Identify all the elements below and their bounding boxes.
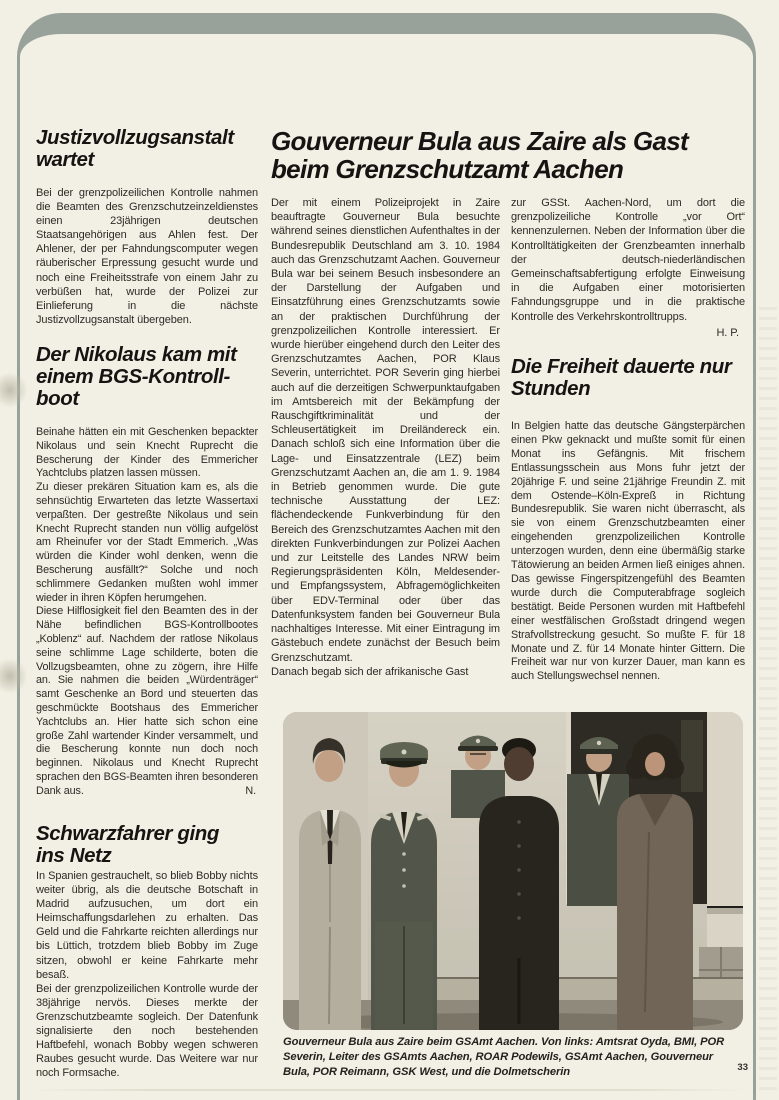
article-bula-col3 [511,196,745,340]
heading-line: ins Netz [36,843,112,867]
paragraph: In Belgien hatte das deutsche Gängsterpärchen einen Pkw geknackt und mußte somit für einen Monat ins Gefängnis. Mit frischem Entlassungsschein aus Mons fuhr jetzt der 20jährige F. und seine 21jährige Freundin Z. mit dem Ostende–Köln-Expreß in Richtung Bundesrepublik. Sie waren nicht überrascht, als sie von einem Grenzschutzbeamten einer eingehenden grenzpolizeilichen Kontrolle unterzogen wurden, denn eine übermäßig starke Tätowierung an beiden Armen ließ einiges ahnen. Das gewisse Fingerspitzengefühl des Beamten wurde durch die Computerabfrage sogleich bestätigt. Beide Personen wurden mit Haftbefehl einer westfälischen Großstadt dringend wegen Strafvollstreckung gesucht. So mußte F. für 18 Monate und Z. für 14 Monate hinter Gittern. Die Freiheit war nur von kurzer Dauer, man kann es auch Stellungswechsel nennen. [511,420,745,683]
heading-line: Schwarzfahrer ging [36,822,220,845]
heading-nikolaus [36,344,237,409]
heading-line: Stunden [511,376,591,400]
paragraph: Zu dieser prekären Situation kam es, als die sehnsüchtig Erwarteten das letzte Wassertaxi verpaßten. Der gestreßte Nikolaus und sein Knecht Ruprecht standen nun völlig aufgelöst am Rheinufer vor der Stadt Emmerich. „Was würden die Kinder wohl denken, wenn die Bescherung ausfällt?“ Solche und noch schlimmere Gedanken mußten wohl immer wieder in ihren Köpfen herumgehen. [36,481,258,604]
article-freiheit-body [511,420,745,684]
heading-line: Gouverneur Bula aus Zaire als Gast [271,126,688,156]
article-justiz-body [36,186,258,327]
group-photo [283,712,743,1030]
heading-line: boot [36,386,79,410]
heading-line: Der Nikolaus kam mit [36,343,237,366]
heading-line: Justizvollzugsanstalt [36,126,234,149]
paragraph: Beinahe hätten ein mit Geschenken bepackter Nikolaus und sein Knecht Ruprecht die Bescherung der Kinder des Emmericher Yachtclubs platzen lassen müssen. [36,426,258,480]
heading-schwarzfahrer [36,823,219,867]
scan-blotch [0,372,28,408]
heading-line: Die Freiheit dauerte nur [511,355,732,378]
paragraph: Bei der grenzpolizeilichen Kontrolle nahmen die Beamten des Grenzschutzeinzeldienstes einen 23jährigen deutschen Staatsangehörigen aus Ahlen fest. Der Ahlener, der per Fahndungscomputer wegen räuberischer Erpressung gesucht wurde und noch eine Freiheitsstrafe von einem Jahr zu verbüßen hat, wurde der Polizei zur Einlieferung in die nächste Justizvollzugsanstalt übergeben. [36,187,258,326]
paragraph: Bei der grenzpolizeilichen Kontrolle wurde der 38jährige nervös. Dieses merkte der Grenzschutzbeamte sogleich. Der Datenfunk signalisierte den noch bestehenden Haftbefehl, wonach Bobby wegen schweren Raubes gesucht wurde. Das Weitere war nur noch Formsache. [36,982,258,1080]
page-number: 33 [737,1062,748,1073]
paragraph: zur GSSt. Aachen-Nord, um dort die grenzpolizeiliche Kontrolle „vor Ort“ kennenzulernen. Neben der Information über die Kontrolltätigkeiten der Grenzbeamten innerhalb der deutsch-niederländischen Gemeinschaftsabfertigung erfolgte Einweisung in die Aufgaben einer motorisierten Fahndungsgruppe und in die praktische Kontrolle des Verkehrskontrolltrupps. [511,197,745,323]
photo-illustration [283,712,743,1030]
heading-justizvollzugsanstalt [36,127,234,171]
scan-blotch [0,658,28,694]
heading-bula [271,128,688,183]
author-initial: N. [245,784,256,797]
heading-line: beim Grenzschutzamt Aachen [271,153,624,184]
sepia-overlay [283,712,743,1030]
heading-line: einem BGS-Kontroll- [36,364,230,388]
heading-freiheit [511,356,732,400]
paragraph: Diese Hilflosigkeit fiel den Beamten des in der Nähe befindlichen BGS-Kontrollbootes „Koblenz“ auf. Nachdem der ratlose Nikolaus seine schlimme Lage schilderte, boten die Vollzugsbeamten, ohne zu zögern, ihre Hilfe an. Sie nahmen die beiden „Würdenträger“ samt Geschenke an Bord und steuerten das geschmückte Bootshaus des Emmericher Yachtclubs an. Hier hatte sich schon eine große Zahl wartender Kinder versammelt, und die Bescherung konnte nun doch noch beginnen. Nikolaus und Knecht Ruprecht sprachen den BGS-Beamten ihren besonderen Dank aus. [36,605,258,797]
author-initial: H. P. [716,326,739,339]
paragraph: Danach begab sich der afrikanische Gast [271,665,469,678]
paragraph: In Spanien gestrauchelt, so blieb Bobby nichts weiter übrig, als die deutsche Botschaft in Madrid aufzusuchen, um dort ein Heimschaffungsdarlehen zu erhalten. Das Geld und die Fahrkarte reichten allerdings nur bis Lüttich, trotzdem blieb Bobby im Zuge sitzen, obwohl er keine Fahrkarte mehr besaß. [36,870,258,981]
scan-crease [30,1089,749,1091]
article-nikolaus-body [36,426,258,799]
photo-caption: Gouverneur Bula aus Zaire beim GSAmt Aachen. Von links: Amtsrat Oyda, BMI, POR Severin, Leiter des GSAmts Aachen, ROAR Podewils, GSAmt Aachen, Gouverneur Bula, POR Reimann, GSK West, und die Dolmetscherin [283,1036,725,1078]
article-schwarzfahrer-body [36,869,258,1080]
article-bula-col2 [271,196,500,679]
scan-ghost-strip [759,300,777,1090]
paragraph: Der mit einem Polizeiprojekt in Zaire beauftragte Gouverneur Bula besuchte während seines dienstlichen Aufenthaltes in der Bundesrepublik Deutschland am 3. 10. 1984 auch das Grenzschutzamt Aachen. Gouverneur Bula war bei seinem Besuch insbesondere an der Darstellung der Aufgaben und Einsatzführung eines Grenzschutzamts sowie an der praktischen Durchführung der grenzpolizeilichen Kontrolle interessiert. Er wurde hierüber eingehend durch den Leiter des Grenzschutzamtes Aachen, POR Klaus Severin, unterrichtet. POR Severin ging hierbei auch auf die derzeitigen Schwerpunktaufgaben im Amtsbereich mit der Bekämpfung der Rauschgiftkriminalität und der Schleusertätigkeit im Dreiländereck ein. Danach schloß sich eine Information über die Lage- und Einsatzzentrale (LEZ) beim Grenzschutzamt Aachen an, die am 1. 9. 1984 in Betrieb genommen wurde. Die gute technische Ausstattung der LEZ: flächendeckende Funkverbindung für den Bereich des Grenzschutzamtes Aachen mit den direkten Funkverbindungen zur Polizei Aachen und zur Leitstelle des Landes NRW beim Regierungspräsidenten Köln, Meldesender- und Empfangssystem, Abfragemöglichkeiten über EDV-Terminal oder über das Datenfunksystem fanden bei Gouverneur Bula nachhaltiges Interesse. Mit einer Eintragung im Gästebuch endete zunächst der Besuch beim Grenzschutzamt. [271,197,500,664]
heading-line: wartet [36,147,94,171]
